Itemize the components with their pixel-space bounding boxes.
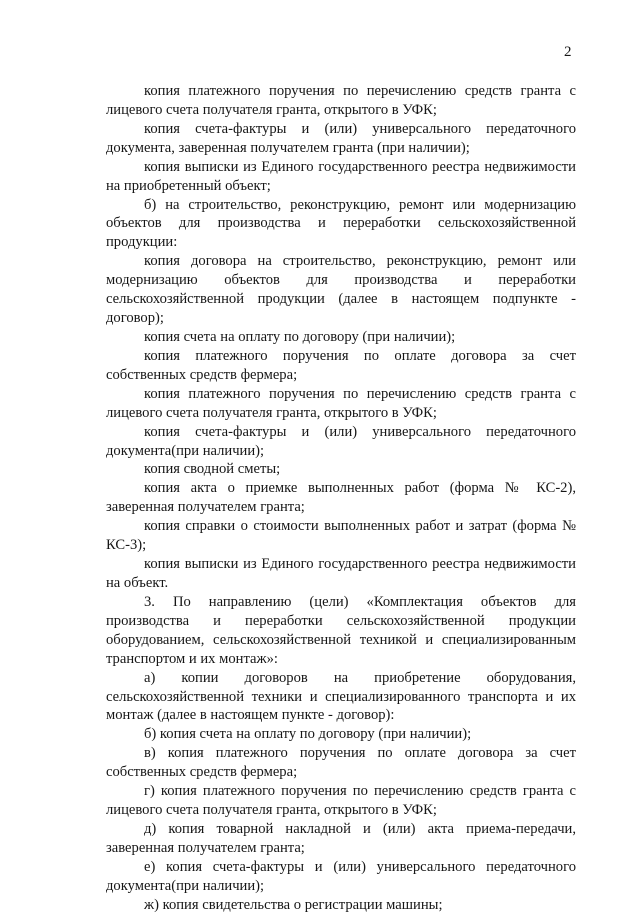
paragraph: копия выписки из Единого государственного реестра недвижимости на объект. — [106, 556, 576, 591]
paragraph: копия выписки из Единого государственного реестра недвижимости на приобретенный объект; — [106, 158, 576, 194]
paragraph: копия счета-фактуры и (или) универсального передаточного документа(при наличии); — [106, 423, 576, 459]
paragraph: копия платежного поручения по перечислению средств гранта с лицевого счета получателя гранта, открытого в УФК; — [106, 83, 576, 118]
document-body — [106, 82, 576, 915]
paragraph: копия счета на оплату по договору (при наличии); — [144, 328, 456, 345]
paragraph: копия справки о стоимости выполненных работ и затрат (форма № КС-3); — [106, 518, 576, 554]
paragraph: а) копии договоров на приобретение оборудования, сельскохозяйственной техники и специализированного транспорта и их монтаж (далее в настоящем пункте - договор): — [106, 669, 576, 724]
paragraph: д) копия товарной накладной и (или) акта приема-передачи, заверенная получателем гранта; — [106, 820, 576, 856]
paragraph: б) на строительство, реконструкцию, ремонт или модернизацию объектов для производства и переработки сельскохозяйственной продукции: — [106, 196, 576, 251]
paragraph: г) копия платежного поручения по перечислению средств гранта с лицевого счета получателя гранта, открытого в УФК; — [106, 783, 576, 819]
paragraph: копия счета-фактуры и (или) универсального передаточного документа, заверенная получателем гранта (при наличии); — [106, 120, 576, 156]
paragraph: копия сводной сметы; — [144, 461, 281, 478]
paragraph: ж) копия свидетельства о регистрации машины; — [144, 896, 443, 913]
paragraph: б) копия счета на оплату по договору (при наличии); — [144, 726, 472, 743]
paragraph: копия договора на строительство, реконструкцию, ремонт или модернизацию объектов для производства и переработки сельскохозяйственной продукции (далее в настоящем подпункте - договор); — [106, 253, 576, 327]
paragraph: е) копия счета-фактуры и (или) универсального передаточного документа(при наличии); — [106, 858, 576, 894]
paragraph: копия акта о приемке выполненных работ (форма № КС-2), заверенная получателем гранта; — [106, 480, 576, 516]
page-number: 2 — [564, 44, 572, 60]
paragraph: 3. По направлению (цели) «Комплектация объектов для производства и переработки сельскохозяйственной продукции оборудованием, сельскохозяйственной техникой и специализированным транспортом и их монтаж»: — [106, 593, 576, 667]
paragraph: копия платежного поручения по перечислению средств гранта с лицевого счета получателя гранта, открытого в УФК; — [106, 385, 576, 421]
paragraph: копия платежного поручения по оплате договора за счет собственных средств фермера; — [106, 347, 576, 383]
paragraph: в) копия платежного поручения по оплате договора за счет собственных средств фермера; — [106, 745, 576, 781]
